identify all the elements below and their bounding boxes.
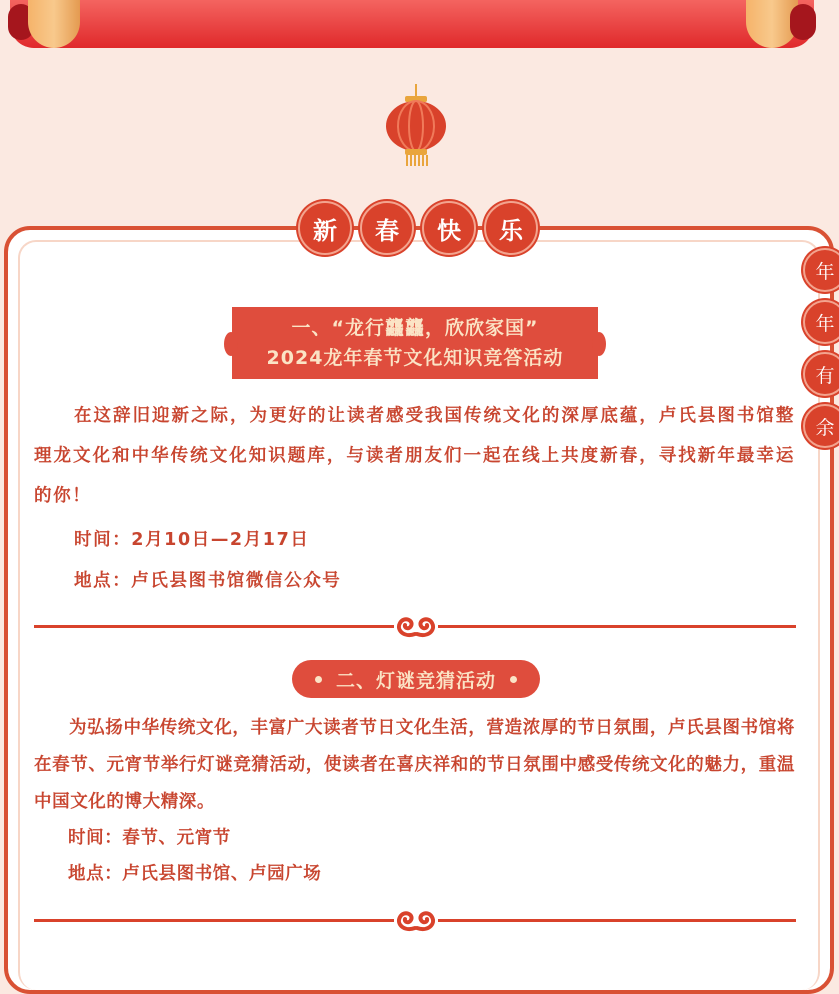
banner-char: 新 xyxy=(298,201,352,255)
new-year-banner xyxy=(298,201,538,255)
cloud-ornament-icon xyxy=(394,612,438,640)
section1-time: 时间：2月10日—2月17日 xyxy=(74,530,310,550)
scroll-knob-right xyxy=(790,4,816,40)
cloud-ornament-icon xyxy=(394,906,438,934)
side-char: 有 xyxy=(803,352,839,396)
section1-title-line2: 2024龙年春节文化知识竞答活动 xyxy=(266,347,564,369)
heading-dot xyxy=(510,676,517,683)
section2-title: 二、灯谜竞猜活动 xyxy=(335,669,496,692)
section1-place: 地点：卢氏县图书馆微信公众号 xyxy=(74,571,342,591)
section2-place: 地点：卢氏县图书馆、卢园广场 xyxy=(68,864,322,884)
section-divider xyxy=(34,906,796,936)
side-char: 余 xyxy=(803,404,839,448)
section2-time: 时间：春节、元宵节 xyxy=(68,828,231,848)
section1-body: 在这辞旧迎新之际，为更好的让读者感受我国传统文化的深厚底蕴，卢氏县图书馆整理龙文化和中华传统文化知识题库，与读者朋友们一起在线上共度新春，寻找新年最幸运的你！ xyxy=(34,406,795,506)
side-blessing xyxy=(803,248,839,448)
banner-char: 春 xyxy=(360,201,414,255)
side-char: 年 xyxy=(803,248,839,292)
top-scroll-banner xyxy=(10,0,814,48)
banner-char: 快 xyxy=(422,201,476,255)
lantern-icon xyxy=(383,84,449,168)
section2-body: 为弘扬中华传统文化，丰富广大读者节日文化生活，营造浓厚的节日氛围，卢氏县图书馆将在春节、元宵节举行灯谜竞猜活动，使读者在喜庆祥和的节日氛围中感受传统文化的魅力，重温中国文化的博大精深。 xyxy=(34,718,795,812)
side-char: 年 xyxy=(803,300,839,344)
heading-dot xyxy=(315,676,322,683)
section1-heading xyxy=(232,307,598,379)
banner-char: 乐 xyxy=(484,201,538,255)
section-divider xyxy=(34,612,796,642)
section1-title-line1: 一、“龙行龘龘，欣欣家国” xyxy=(291,317,539,339)
section2-heading xyxy=(292,660,540,698)
